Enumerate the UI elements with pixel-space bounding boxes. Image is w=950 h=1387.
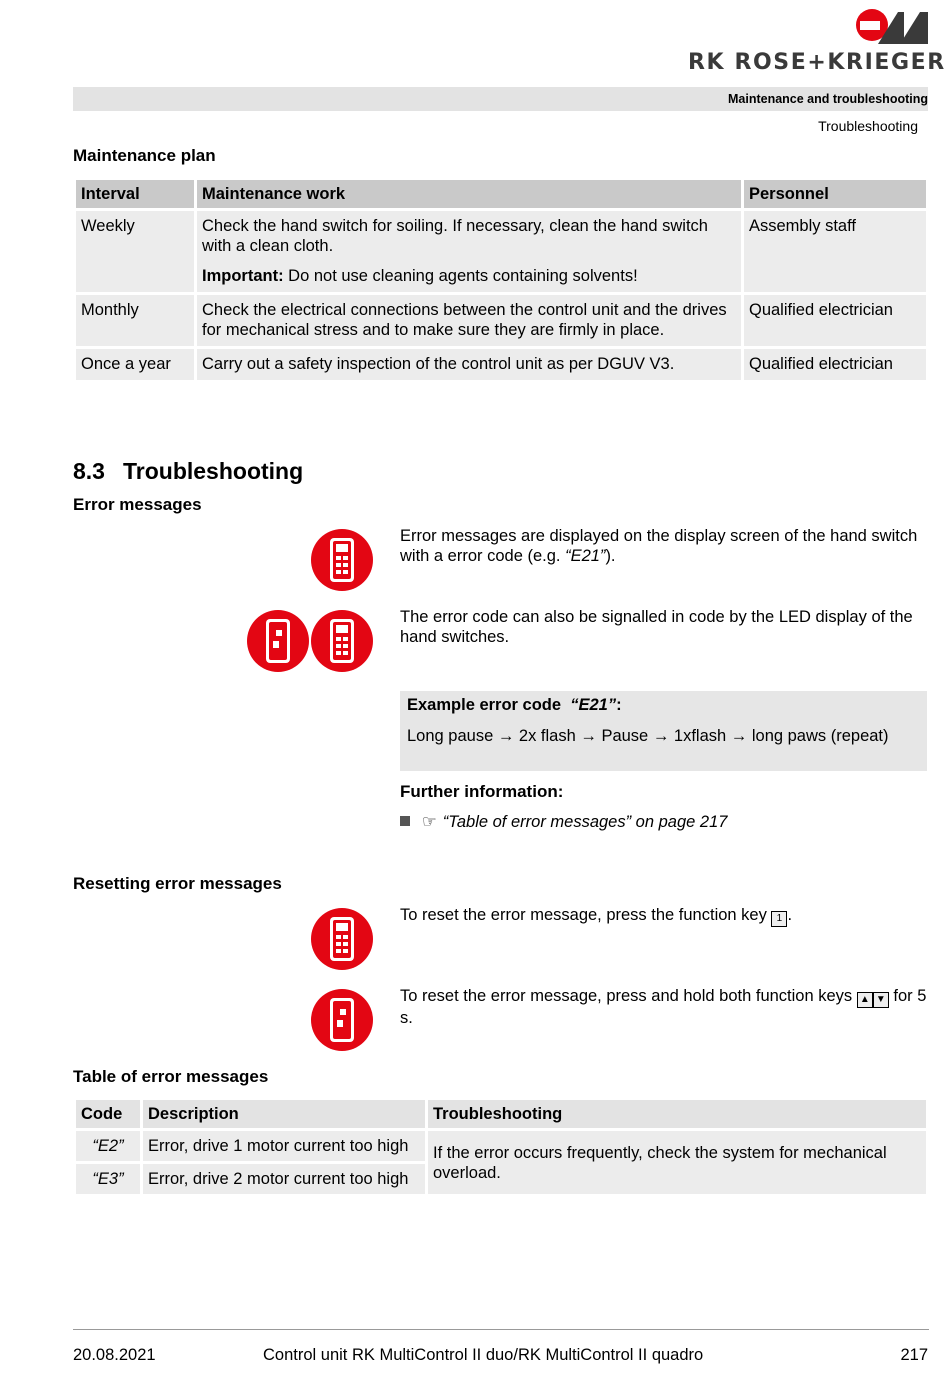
table-reference-link[interactable]: “Table of error messages” on page 217 — [442, 813, 728, 831]
column-header: Interval — [76, 180, 194, 208]
important-text: Do not use cleaning agents containing solvents! — [288, 267, 638, 285]
example-title — [407, 696, 622, 715]
brand-name: RK ROSE+KRIEGER — [688, 50, 946, 75]
table-row — [76, 349, 926, 380]
hand-switch-display-icon — [311, 908, 373, 970]
work-cell: Carry out a safety inspection of the control unit as per DGUV V3. — [197, 349, 741, 380]
table-row — [76, 1131, 926, 1161]
example-code: “E21” — [570, 696, 617, 714]
example-box — [400, 691, 927, 771]
code-cell: “E2” — [76, 1131, 140, 1161]
interval-cell: Monthly — [76, 295, 194, 346]
important-note — [202, 266, 736, 286]
error-display-text — [400, 526, 920, 566]
error-display-text-start: Error messages are displayed on the display screen of the hand switch with a error code (e.g. — [400, 527, 918, 565]
error-code-example: “E21” — [565, 547, 606, 565]
reset-led-text — [400, 986, 930, 1028]
header-chapter: Maintenance and troubleshooting — [727, 92, 928, 106]
work-cell — [197, 211, 741, 292]
work-text: Check the hand switch for soiling. If necessary, clean the hand switch with a clean cloth. — [202, 217, 708, 255]
header-section: Troubleshooting — [818, 118, 918, 134]
table-row — [76, 295, 926, 346]
further-info-heading: Further information: — [400, 782, 564, 801]
column-header: Description — [143, 1100, 425, 1128]
footer-title: Control unit RK MultiControl II duo/RK MultiControl II quadro — [263, 1346, 704, 1364]
reset-display-end: . — [787, 906, 793, 924]
error-messages-heading: Error messages — [73, 495, 202, 514]
column-header: Code — [76, 1100, 140, 1128]
error-display-text-end: ). — [605, 547, 616, 565]
function-key-1-icon: 1 — [771, 911, 787, 927]
hand-switch-led-icon — [311, 989, 373, 1051]
column-header: Maintenance work — [197, 180, 741, 208]
description-cell: Error, drive 1 motor current too high — [143, 1131, 425, 1161]
interval-cell: Once a year — [76, 349, 194, 380]
description-cell: Error, drive 2 motor current too high — [143, 1164, 425, 1194]
up-key-icon: ▲ — [857, 992, 873, 1008]
hand-switch-display-icon — [311, 610, 373, 672]
hand-switch-display-icon — [311, 529, 373, 591]
led-code-text: The error code can also be signalled in code by the LED display of the hand switches. — [400, 608, 913, 646]
code-cell: “E3” — [76, 1164, 140, 1194]
section-number: 8.3 — [73, 458, 105, 484]
column-header: Troubleshooting — [428, 1100, 926, 1128]
link-arrow-icon: ☞ — [422, 813, 437, 831]
section-heading — [73, 458, 303, 485]
reset-display-text — [400, 905, 927, 927]
personnel-cell: Qualified electrician — [744, 349, 926, 380]
personnel-cell: Assembly staff — [744, 211, 926, 292]
example-colon: : — [616, 696, 622, 714]
down-key-icon: ▼ — [873, 992, 889, 1008]
personnel-cell: Qualified electrician — [744, 295, 926, 346]
hand-switch-led-icon — [247, 610, 309, 672]
example-sequence: Long pause → 2x flash → Pause → 1xflash → long paws (repeat) — [407, 727, 889, 745]
bullet-icon — [400, 816, 410, 826]
important-label: Important: — [202, 267, 284, 285]
error-table-heading: Table of error messages — [73, 1067, 269, 1086]
table-row — [76, 211, 926, 292]
resetting-heading: Resetting error messages — [73, 874, 282, 893]
maintenance-heading: Maintenance plan — [73, 146, 216, 165]
work-cell: Check the electrical connections between the control unit and the drives for mechanical stress and to make sure they are firmly in place. — [197, 295, 741, 346]
page-number: 217 — [900, 1346, 928, 1364]
reset-display-instruction: To reset the error message, press the function key — [400, 906, 767, 924]
reset-led-instruction: To reset the error message, press and hold both function keys — [400, 987, 853, 1005]
error-table — [73, 1097, 929, 1197]
troubleshooting-cell: If the error occurs frequently, check the system for mechanical overload. — [428, 1131, 926, 1194]
maintenance-table — [73, 177, 929, 383]
section-title: Troubleshooting — [123, 458, 304, 484]
further-info-item — [400, 812, 727, 832]
column-header: Personnel — [744, 180, 926, 208]
reset-led-duration: for 5 s. — [400, 987, 927, 1027]
example-label: Example error code — [407, 696, 562, 714]
footer-date: 20.08.2021 — [73, 1346, 156, 1364]
footer-divider — [73, 1329, 929, 1330]
interval-cell: Weekly — [76, 211, 194, 292]
